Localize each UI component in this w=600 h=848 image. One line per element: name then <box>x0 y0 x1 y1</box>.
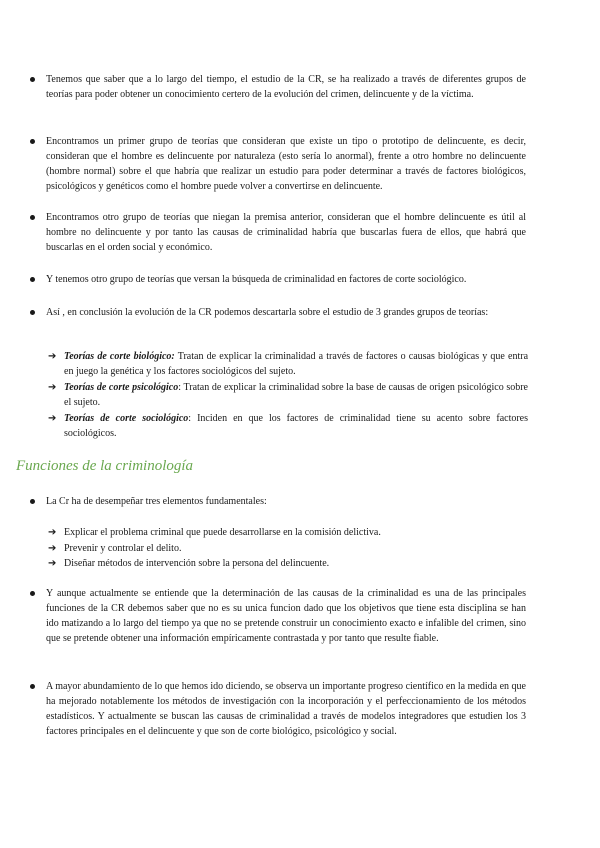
bullet-item <box>0 679 600 739</box>
bullet-dot <box>30 77 35 82</box>
theory-text: : Inciden en que los factores de criminalidad tiene su acento sobre factores sociológicos. <box>64 413 529 439</box>
bullet-dot <box>30 215 35 220</box>
function-item <box>0 541 600 556</box>
arrow-icon: ➔ <box>48 413 57 424</box>
arrow-icon: ➔ <box>48 543 57 554</box>
bullet-dot <box>30 591 35 596</box>
paragraph: Encontramos un primer grupo de teorías que consideran que existe un tipo o prototipo de delincuente, es decir, consideran que el hombre es delincuente por naturaleza (esto sería lo anormal), frente a otro hombre no delincuente (hombre normal) sobre el que habría que realizar un estudio para poder determinar a través de factores biológicos, psicológicos y genéticos como el hombre puede volver a convertirse en delincuente. <box>46 136 526 192</box>
function-text: Diseñar métodos de intervención sobre la persona del delincuente. <box>64 558 330 569</box>
theory-name: Teorías de corte psicológico <box>64 382 179 393</box>
bullet-dot <box>30 684 35 689</box>
function-item <box>0 556 600 571</box>
paragraph: Y tenemos otro grupo de teorías que versan la búsqueda de criminalidad en factores de corte sociológico. <box>46 274 467 285</box>
paragraph: Y aunque actualmente se entiende que la determinación de las causas de la criminalidad es una de las principales funciones de la CR debemos saber que no es su unica funcion dado que los objetivos que tiene esta disciplina se han ido matizando a lo largo del tiempo ya que no se pretende construir un conocimiento exacto e infalible del crimen, sino que se pretende obtener una información empíricamente contrastada y por tanto que resulte fiable. <box>46 588 526 644</box>
bullet-dot <box>30 310 35 315</box>
bullet-item <box>0 272 600 287</box>
paragraph: Así , en conclusión la evolución de la CR podemos descartarla sobre el estudio de 3 grandes grupos de teorías: <box>46 307 489 318</box>
paragraph: A mayor abundamiento de lo que hemos ido diciendo, se observa un importante progreso científico en la medida en que ha mejorado notablemente los métodos de investigación con la incorporación y el perfeccionamiento de los métodos estadísticos. Y actualmente se buscan las causas de criminalidad a través de modelos integradores que estudien los 3 factores principales en el delincuente y que son de corte biológico, psicológico y social. <box>46 681 526 737</box>
bullet-dot <box>30 277 35 282</box>
bullet-dot <box>30 139 35 144</box>
theory-item <box>0 411 600 441</box>
section-heading: Funciones de la criminología <box>16 458 194 474</box>
theory-name: Teorías de corte biológico: <box>64 351 175 362</box>
theory-text: : Tratan de explicar la criminalidad sobre la base de causas de origen psicológico sobre el sujeto. <box>64 382 528 408</box>
arrow-icon: ➔ <box>48 382 57 393</box>
arrow-icon: ➔ <box>48 558 57 569</box>
arrow-icon: ➔ <box>48 527 57 538</box>
bullet-dot <box>30 499 35 504</box>
function-text: Prevenir y controlar el delito. <box>64 543 182 554</box>
function-item <box>0 525 600 540</box>
paragraph: Encontramos otro grupo de teorías que niegan la premisa anterior, consideran que el hombre delincuente es útil al hombre no delincuente y por tanto las causas de criminalidad habría que buscarlas fuera de ellos, que habrá que buscarlas en el orden social y económico. <box>46 212 526 253</box>
bullet-item <box>0 72 600 102</box>
bullet-item <box>0 210 600 255</box>
theory-item <box>0 349 600 379</box>
theory-name: Teorías de corte sociológico <box>64 413 189 424</box>
bullet-item <box>0 494 600 509</box>
arrow-icon: ➔ <box>48 351 57 362</box>
bullet-item <box>0 305 600 320</box>
theory-item <box>0 380 600 410</box>
function-text: Explicar el problema criminal que puede desarrollarse en la comisión delictiva. <box>64 527 381 538</box>
paragraph: La Cr ha de desempeñar tres elementos fundamentales: <box>46 496 267 507</box>
paragraph: Tenemos que saber que a lo largo del tiempo, el estudio de la CR, se ha realizado a través de diferentes grupos de teorías para poder obtener un conocimiento certero de la evolución del crimen, delincuente y de la víctima. <box>46 74 526 100</box>
theory-text: Tratan de explicar la criminalidad a través de factores o causas biológicas y que entra en juego la genética y los factores sociológicos del sujeto. <box>64 351 529 377</box>
bullet-item <box>0 586 600 646</box>
bullet-item <box>0 134 600 194</box>
